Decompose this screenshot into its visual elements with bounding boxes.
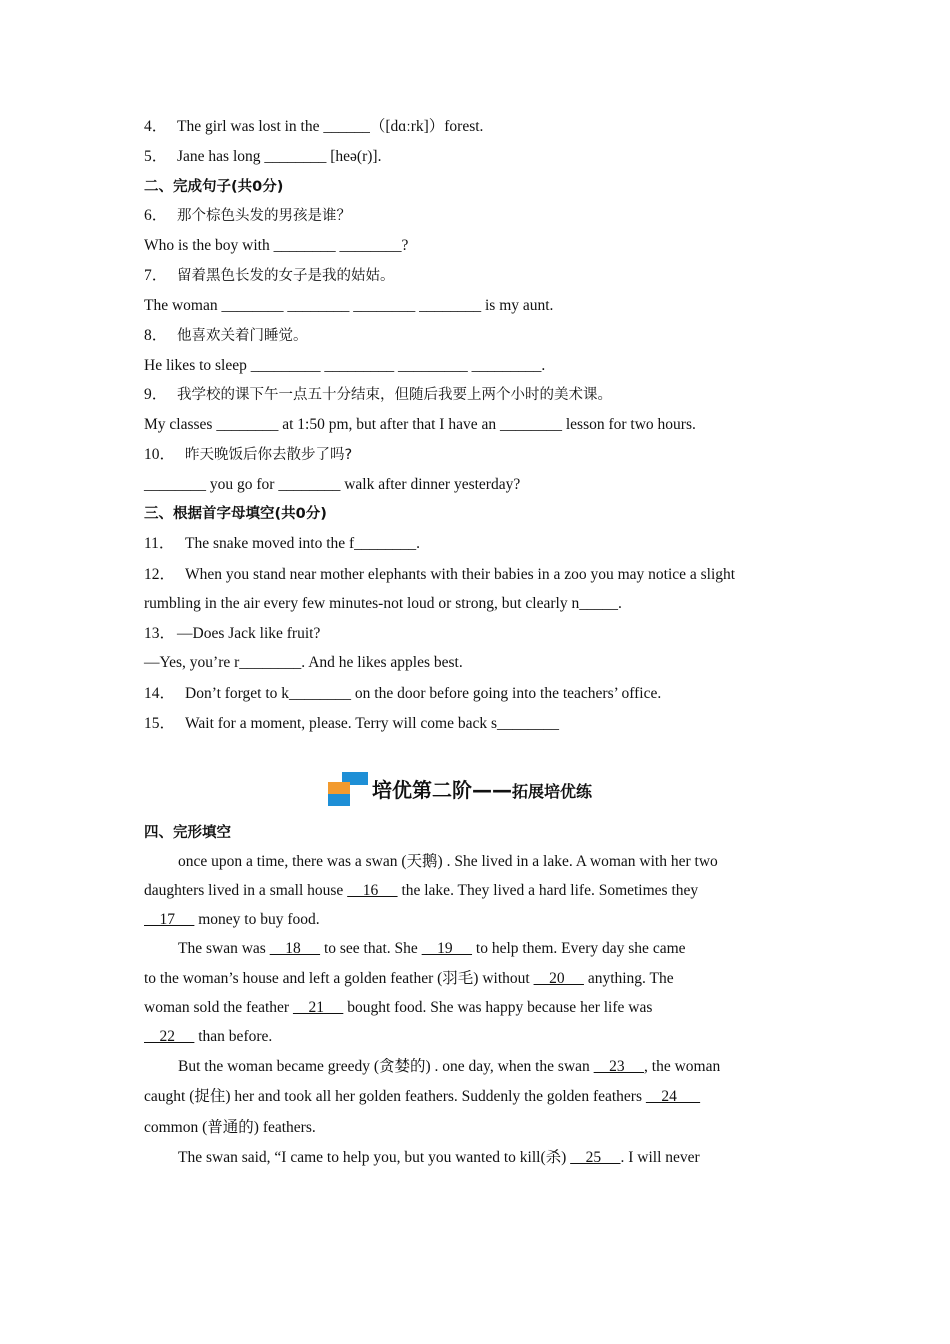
cloze-line: once upon a time, there was a swan (天鹅) . She lived in a lake. A woman with her two xyxy=(178,853,718,870)
question-6-chinese: 6． 那个棕色头发的男孩是谁？ xyxy=(144,207,351,224)
question-10-chinese: 10． 昨天晚饭后你去散步了吗? xyxy=(144,446,353,463)
cloze-line: common (普通的) feathers. xyxy=(144,1119,316,1136)
question-15: 15． Wait for a moment, please. Terry will come back s________ xyxy=(144,715,560,732)
cloze-line: 22 than before. xyxy=(144,1028,273,1045)
question-7-chinese: 7． 留着黑色长发的女子是我的姑姑。 xyxy=(144,267,395,284)
cloze-line: to the woman’s house and left a golden feather (羽毛) without 20 anything. The xyxy=(144,970,674,987)
question-13: 13． —Does Jack like fruit? xyxy=(144,625,321,642)
question-12-continued: rumbling in the air every few minutes-not loud or strong, but clearly n_____. xyxy=(144,595,622,612)
blank-21: 21 xyxy=(292,999,344,1016)
stacked-blocks-icon xyxy=(328,772,370,806)
cloze-line: The swan said, “I came to help you, but you wanted to kill(杀) 25 . I will never xyxy=(178,1149,700,1166)
section-3-heading: 三、根据首字母填空(共0分) xyxy=(144,506,327,522)
cloze-line: daughters lived in a small house 16 the lake. They lived a hard life. Sometimes they xyxy=(144,882,699,899)
section-4-heading: 四、完形填空 xyxy=(144,825,231,841)
question-7-english: The woman ________ ________ ________ ________ is my aunt. xyxy=(144,297,554,314)
banner-title: 培优第二阶——拓展培优练 xyxy=(372,778,593,802)
question-6-english: Who is the boy with ________ ________? xyxy=(144,237,409,254)
question-9-chinese: 9． 我学校的课下午一点五十分结束，但随后我要上两个小时的美术课。 xyxy=(144,386,612,403)
blank-20: 20 xyxy=(533,970,584,987)
blank-23: 23 xyxy=(593,1058,645,1075)
cloze-line: But the woman became greedy (贪婪的) . one day, when the swan 23 , the woman xyxy=(178,1058,721,1075)
question-11: 11． The snake moved into the f________. xyxy=(144,535,421,552)
banner-subtitle: 拓展培优练 xyxy=(512,782,593,801)
question-8-english: He likes to sleep _________ _________ _________ _________. xyxy=(144,357,546,374)
blank-17: 17 xyxy=(144,911,195,928)
question-10-english: ________ you go for ________ walk after dinner yesterday? xyxy=(144,476,521,493)
blank-16: 16 xyxy=(347,882,398,899)
cloze-line: The swan was 18 to see that. She 19 to help them. Every day she came xyxy=(178,940,686,957)
cloze-line: 17 money to buy food. xyxy=(144,911,320,928)
blank-19: 19 xyxy=(421,940,473,957)
section-2-heading: 二、完成句子(共0分) xyxy=(144,179,284,195)
blank-25: 25 xyxy=(570,1149,621,1166)
blank-24: 24 xyxy=(645,1088,701,1105)
cloze-line: woman sold the feather 21 bought food. She was happy because her life was xyxy=(144,999,653,1016)
question-13-answer: —Yes, you’re r________. And he likes apples best. xyxy=(144,654,463,671)
question-5: 5． Jane has long ________ [heə(r)]. xyxy=(144,148,382,165)
blank-18: 18 xyxy=(269,940,321,957)
question-12: 12． When you stand near mother elephants with their babies in a zoo you may notice a slight xyxy=(144,566,736,583)
cloze-line: caught (捉住) her and took all her golden feathers. Suddenly the golden feathers 24 xyxy=(144,1088,701,1105)
question-4: 4． The girl was lost in the ______（[dɑːrk]）forest. xyxy=(144,118,484,135)
question-9-english: My classes ________ at 1:50 pm, but after that I have an ________ lesson for two hours. xyxy=(144,416,696,433)
question-14: 14． Don’t forget to k________ on the door before going into the teachers’ office. xyxy=(144,685,662,702)
blank-22: 22 xyxy=(144,1028,195,1045)
question-8-chinese: 8． 他喜欢关着门睡觉。 xyxy=(144,327,308,344)
